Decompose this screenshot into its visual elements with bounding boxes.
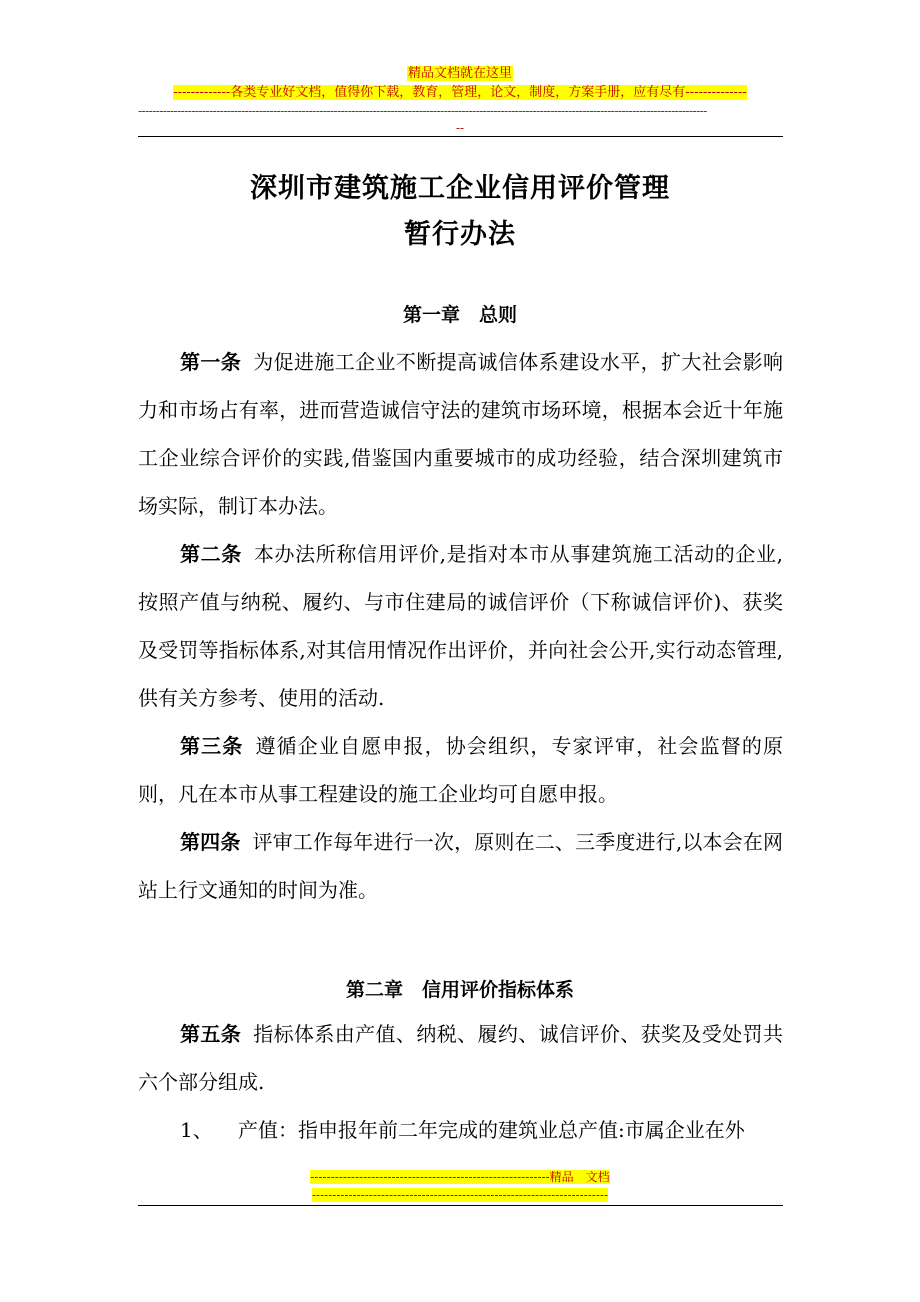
header-dash-tail: --	[455, 121, 465, 135]
article-label: 第二条	[180, 542, 242, 566]
article-text: 为促进施工企业不断提高诚信体系建设水平，扩大社会影响力和市场占有率，进而营造诚信守法的建筑市场环境，根据本会近十年施工企业综合评价的实践,借鉴国内重要城市的成功经验，结合深圳建筑市场实际，制订本办法。	[138, 350, 784, 518]
header-divider	[138, 136, 783, 137]
article-4	[138, 818, 783, 914]
header-top-label: 精品文档就在这里	[407, 66, 512, 81]
list-item-output-value	[180, 1116, 790, 1144]
article-3	[138, 722, 783, 818]
document-title-line2: 暂行办法	[404, 219, 516, 250]
article-text: 评审工作每年进行一次，原则在二、三季度进行,以本会在网站上行文通知的时间为准。	[138, 830, 784, 902]
article-label: 第一条	[180, 350, 242, 374]
header-banner: -------------各类专业好文档，值得你下载，教育，管理，论文，制度，方案手册，应有尽有--------------	[173, 85, 747, 100]
footer-banner: -----------------------------------------------------------精品 文档	[310, 1170, 610, 1184]
article-1	[138, 338, 783, 530]
article-2	[138, 530, 783, 722]
footer-divider	[138, 1205, 783, 1206]
document-title-line1: 深圳市建筑施工企业信用评价管理	[250, 173, 670, 204]
chapter-one-heading: 第一章 总则	[402, 304, 517, 326]
footer-dash-line: -------------------------------------------------------------------------	[312, 1188, 608, 1202]
article-5	[138, 1010, 783, 1106]
list-item-text: 产值：指申报年前二年完成的建筑业总产值:市属企业在外	[238, 1118, 745, 1142]
list-item-number: 1、	[180, 1118, 213, 1142]
header-dash-line: ----------------------------------------------------------------------------------------------------------------------------------------------------------------	[138, 104, 707, 118]
chapter-two-heading: 第二章 信用评价指标体系	[345, 979, 574, 1001]
article-text: 本办法所称信用评价,是指对本市从事建筑施工活动的企业,按照产值与纳税、履约、与市住建局的诚信评价（下称诚信评价)、获奖及受罚等指标体系,对其信用情况作出评价，并向社会公开,实行动态管理,供有关方参考、使用的活动.	[138, 542, 784, 710]
article-text: 指标体系由产值、纳税、履约、诚信评价、获奖及受处罚共六个部分组成.	[138, 1022, 784, 1094]
article-label: 第四条	[180, 830, 241, 854]
article-label: 第五条	[180, 1022, 242, 1046]
article-text: 遵循企业自愿申报，协会组织，专家评审，社会监督的原则，凡在本市从事工程建设的施工企业均可自愿申报。	[138, 734, 784, 806]
article-label: 第三条	[180, 734, 244, 758]
